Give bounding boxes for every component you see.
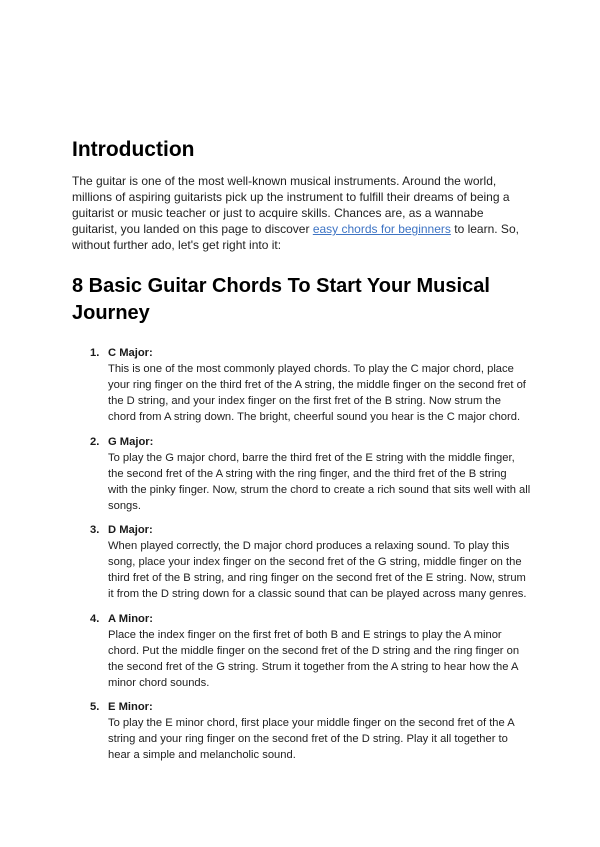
chord-description-line: the second fret of the G string. Strum it together from the A string to hear how the A xyxy=(108,660,519,673)
chord-description-line: string and your ring finger on the second fret of the D string. Play it all together to xyxy=(108,733,508,745)
easy-chords-link[interactable]: easy chords for beginners xyxy=(312,222,451,236)
paragraph-line: The guitar is one of the most well-known musical instruments. Around the world, xyxy=(72,174,497,188)
list-item xyxy=(72,434,531,514)
list-item xyxy=(72,699,528,763)
intro-heading: Introduction xyxy=(72,138,195,161)
chord-description-line: hear a simple and melancholic sound. xyxy=(108,749,296,761)
chord-description-line: Place the index finger on the first fret of both B and E strings to play the A minor xyxy=(108,628,502,641)
paragraph-line: guitarist or music teacher or just to acquire skills. Chances are, as a wannabe xyxy=(72,206,484,220)
document-content xyxy=(72,0,531,772)
chords-list xyxy=(72,345,531,763)
chord-description-line: To play the G major chord, barre the third fret of the E string with the middle finger, xyxy=(108,451,515,464)
section-heading xyxy=(72,273,528,327)
intro-paragraph xyxy=(72,173,528,253)
chord-description-line: the second fret of the A string with the ring finger, and the third fret of the B string xyxy=(108,467,507,480)
chord-description-line: When played correctly, the D major chord produces a relaxing sound. To play this xyxy=(108,540,510,552)
paragraph-line: without further ado, let's get right into it: xyxy=(72,238,282,252)
chord-description-line: This is one of the most commonly played chords. To play the C major chord, place xyxy=(108,363,514,375)
list-item-number: 1. xyxy=(90,347,100,359)
list-item xyxy=(72,345,528,425)
chord-description-line: minor chord sounds. xyxy=(108,676,210,689)
chord-title: C Major: xyxy=(108,347,153,359)
chord-description-line: your ring finger on the third fret of the A string, the middle finger on the second fret of xyxy=(108,379,526,391)
chord-title: G Major: xyxy=(108,435,154,448)
paragraph-text: to learn. So, xyxy=(450,222,519,236)
chord-description-line: the D string, and your index finger on the first fret of the B string. Now strum the xyxy=(108,395,501,407)
list-item-number: 4. xyxy=(90,612,100,625)
chord-description-line: chord. Put the middle finger on the second fret of the D string and the ring finger on xyxy=(108,644,520,657)
list-item-number: 3. xyxy=(90,524,100,536)
chord-description-line: it from the D string down for a classic sound that can be played across many genres. xyxy=(108,588,527,600)
paragraph-line xyxy=(72,221,528,237)
paragraph-text: guitarist, you landed on this page to discover xyxy=(72,222,313,236)
chord-description-line: chord from A string down. The bright, cheerful sound you hear is the C major chord. xyxy=(108,411,521,423)
chord-title: E Minor: xyxy=(108,701,153,713)
section-heading-line: Journey xyxy=(72,302,150,324)
chord-title: A Minor: xyxy=(108,612,153,625)
paragraph-line: millions of aspiring guitarists pick up the instrument to fulfill their dreams of being a xyxy=(72,190,510,204)
chord-title: D Major: xyxy=(108,524,153,536)
section-heading-line: 8 Basic Guitar Chords To Start Your Musical xyxy=(72,275,490,297)
chord-description-line: third fret of the B string, and ring finger on the second fret of the E string. Now, strum xyxy=(108,572,526,584)
chord-description-line: To play the E minor chord, first place your middle finger on the second fret of the A xyxy=(108,717,515,729)
chord-description-line: with the pinky finger. Now, strum the chord to create a rich sound that sits well with all xyxy=(108,483,531,496)
chord-description-line: song, place your index finger on the second fret of the G string, middle finger on the xyxy=(108,556,522,568)
list-item xyxy=(72,611,528,691)
list-item xyxy=(72,522,528,602)
list-item-number: 2. xyxy=(90,435,100,448)
list-item-number: 5. xyxy=(90,701,100,713)
chord-description-line: songs. xyxy=(108,499,141,512)
